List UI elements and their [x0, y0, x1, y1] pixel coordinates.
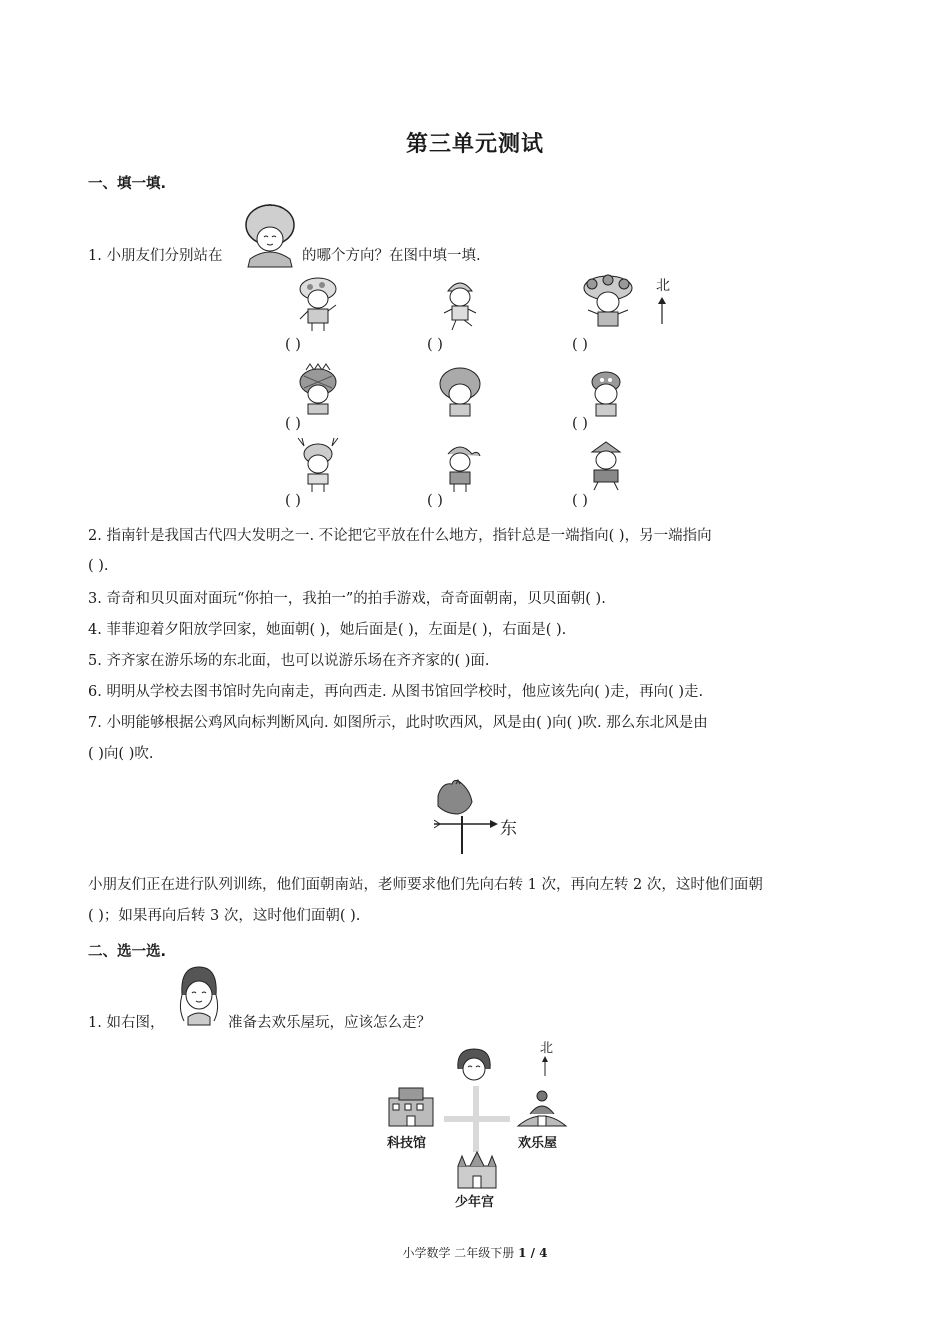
page-title: 第三单元测试 — [405, 132, 544, 157]
page-footer — [0, 1244, 950, 1261]
question-8-line-1: 小朋友们正在进行队列训练，他们面朝南站，老师要求他们先向右转 1 次，再向左转 2 次，这时他们面朝 — [88, 877, 763, 893]
blank-southeast[interactable]: ( ) — [572, 493, 588, 509]
map-girl-figure — [452, 1047, 496, 1087]
rooster-weather-vane-icon — [428, 778, 500, 856]
question-7-line-1: 7. 小明能够根据公鸡风向标判断风向. 如图所示，此时吹西风，风是由( )向( )吹. 那么东北风是由 — [88, 715, 708, 731]
science-museum-icon — [383, 1084, 439, 1130]
question-4: 4. 菲菲迎着夕阳放学回家，她面朝( )，她后面是( )，左面是( )，右面是( ). — [88, 622, 567, 638]
question-1-suffix: 的哪个方向？在图中填一填. — [302, 248, 481, 264]
child-south-figure — [432, 440, 488, 496]
question-3: 3. 奇奇和贝贝面对面玩“你拍一，我拍一”的拍手游戏，奇奇面朝南，贝贝面朝( ). — [88, 591, 606, 607]
section-2-heading: 二、选一选. — [88, 944, 167, 960]
vane-east-label: 东 — [500, 819, 517, 839]
question-8-line-2: ( )；如果再向后转 3 次，这时他们面朝( ). — [88, 908, 361, 924]
blank-west[interactable]: ( ) — [285, 416, 301, 432]
question-5: 5. 齐齐家在游乐场的东北面，也可以说游乐场在齐齐家的( )面. — [88, 653, 490, 669]
map-north-label: 北 — [540, 1041, 554, 1056]
footer-page-number: 1 / 4 — [518, 1246, 548, 1260]
child-northeast-figure — [578, 270, 638, 334]
north-label: 北 — [656, 278, 670, 294]
child-southwest-figure — [290, 436, 346, 494]
question-1-prefix: 1. 小朋友们分别站在 — [88, 248, 223, 264]
blank-northeast[interactable]: ( ) — [572, 337, 588, 353]
child-southeast-figure — [578, 438, 634, 494]
footer-text: 小学数学 二年级下册 — [402, 1246, 519, 1260]
question-2-line-2: ( ). — [88, 558, 109, 574]
child-northwest-figure — [290, 275, 346, 335]
child-north-figure — [432, 275, 488, 335]
map-north-arrow-icon — [538, 1055, 552, 1077]
child-east-figure — [578, 368, 634, 420]
fun-house-icon — [514, 1086, 570, 1130]
north-arrow-icon — [654, 296, 670, 326]
question-2-line-1: 2. 指南针是我国古代四大发明之一. 不论把它平放在什么地方，指针总是一端指向( )，另一端指向 — [88, 528, 712, 544]
science-museum-label: 科技馆 — [387, 1136, 427, 1151]
fun-house-label: 欢乐屋 — [518, 1136, 558, 1151]
blank-north[interactable]: ( ) — [427, 337, 443, 353]
section-2-question-1-prefix: 1. 如右图， — [88, 1015, 165, 1031]
map-crossroad — [440, 1082, 514, 1156]
youth-palace-label: 少年宫 — [455, 1195, 495, 1210]
question-6: 6. 明明从学校去图书馆时先向南走，再向西走. 从图书馆回学校时，他应该先向( )走，再向( )走. — [88, 684, 704, 700]
girl-figure — [174, 965, 224, 1029]
blank-south[interactable]: ( ) — [427, 493, 443, 509]
blank-northwest[interactable]: ( ) — [285, 337, 301, 353]
child-west-figure — [290, 362, 346, 418]
section-2-question-1-suffix: 准备去欢乐屋玩，应该怎么走？ — [228, 1015, 431, 1031]
section-1-heading: 一、填一填. — [88, 176, 167, 192]
center-grid-child-figure — [432, 364, 488, 420]
question-7-line-2: ( )向( )吹. — [88, 746, 154, 762]
blank-east[interactable]: ( ) — [572, 416, 588, 432]
center-child-figure — [240, 203, 300, 271]
youth-palace-icon — [452, 1150, 502, 1190]
blank-southwest[interactable]: ( ) — [285, 493, 301, 509]
